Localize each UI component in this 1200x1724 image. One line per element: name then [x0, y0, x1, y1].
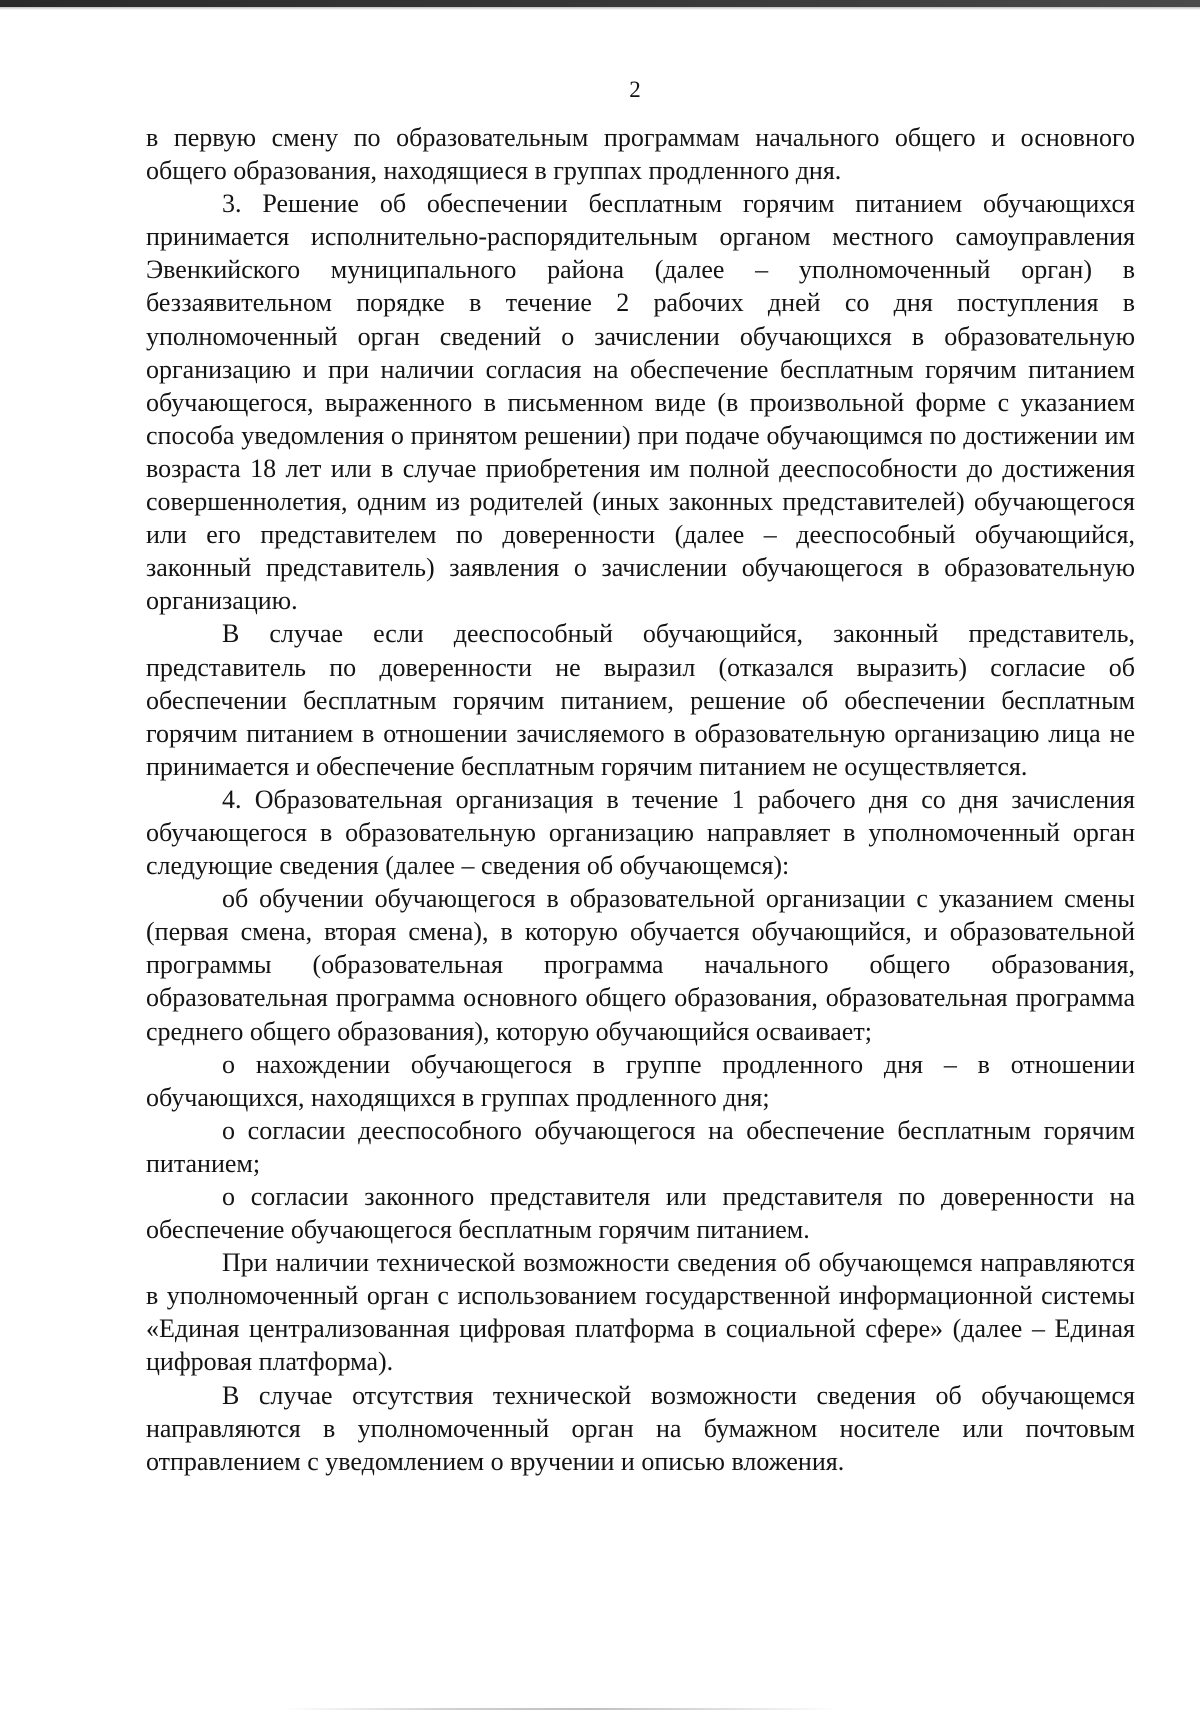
paragraph-item-3: 3. Решение об обеспечении бесплатным горячим питанием обучающихся принимается исполнительно-распорядительным органом местного самоуправления Эвенкийского муниципального района (далее – уполномоченный орган) в беззаявительном порядке в течение 2 рабочих дней со дня поступления в уполномоченный орган сведений о зачислении обучающихся в образовательную организацию и при наличии согласия на обеспечение бесплатным горячим питанием обучающегося, выраженного в письменном виде (в произвольной форме с указанием способа уведомления о принятом решении) при подаче обучающимся по достижении им возраста 18 лет или в случае приобретения им полной дееспособности до достижения совершеннолетия, одним из родителей (иных законных представителей) обучающегося или его представителем по доверенности (далее – дееспособный обучающийся, законный представитель) заявления о зачислении обучающегося в образовательную организацию. — [146, 189, 1135, 616]
page-number: 2 — [629, 77, 641, 102]
paragraph-continuation: в первую смену по образовательным программам начального общего и основного общего образования, находящиеся в группах продленного дня. — [146, 123, 1135, 186]
paragraph-item-4: 4. Образовательная организация в течение 1 рабочего дня со дня зачисления обучающегося в образовательную организацию направляет в уполномоченный орган следующие сведения (далее – сведения об обучающемся): — [146, 784, 1135, 881]
paragraph-paper-submission: В случае отсутствия технической возможности сведения об обучающемся направляются в уполномоченный орган на бумажном носителе или почтовым отправлением с уведомлением о вручении и описью вложения. — [146, 1380, 1135, 1476]
paragraph-extended-day: о нахождении обучающегося в группе продленного дня – в отношении обучающихся, находящихся в группах продленного дня; — [146, 1049, 1135, 1112]
paragraph-refusal: В случае если дееспособный обучающийся, законный представитель, представитель по доверенности не выразил (отказался выразить) согласие об обеспечении бесплатным горячим питанием, решение об обеспечении бесплатным горячим питанием в отношении зачисляемого в образовательную организацию лица не принимается и обеспечение бесплатным горячим питанием не осуществляется. — [146, 619, 1135, 781]
scan-top-shadow — [0, 7, 1200, 10]
paragraph-digital-platform: При наличии технической возможности сведения об обучающемся направляются в уполномоченный орган с использованием государственной информационной системы «Единая централизованная цифровая платформа в социальной сфере» (далее – Единая цифровая платформа). — [146, 1248, 1135, 1377]
paragraph-representative-consent: о согласии законного представителя или представителя по доверенности на обеспечение обучающегося бесплатным горячим питанием. — [146, 1182, 1135, 1245]
scan-top-edge — [0, 0, 1200, 7]
document-body — [146, 121, 1135, 1478]
scan-bottom-artifact — [280, 1708, 840, 1710]
paragraph-education-info: об обучении обучающегося в образовательной организации с указанием смены (первая смена, вторая смена), в которую обучается обучающийся, и образовательной программы (образовательная программа начального общего образования, образовательная программа основного общего образования, образовательная программа среднего общего образования), которую обучающийся осваивает; — [146, 884, 1135, 1046]
paragraph-student-consent: о согласии дееспособного обучающегося на обеспечение бесплатным горячим питанием; — [146, 1115, 1135, 1178]
